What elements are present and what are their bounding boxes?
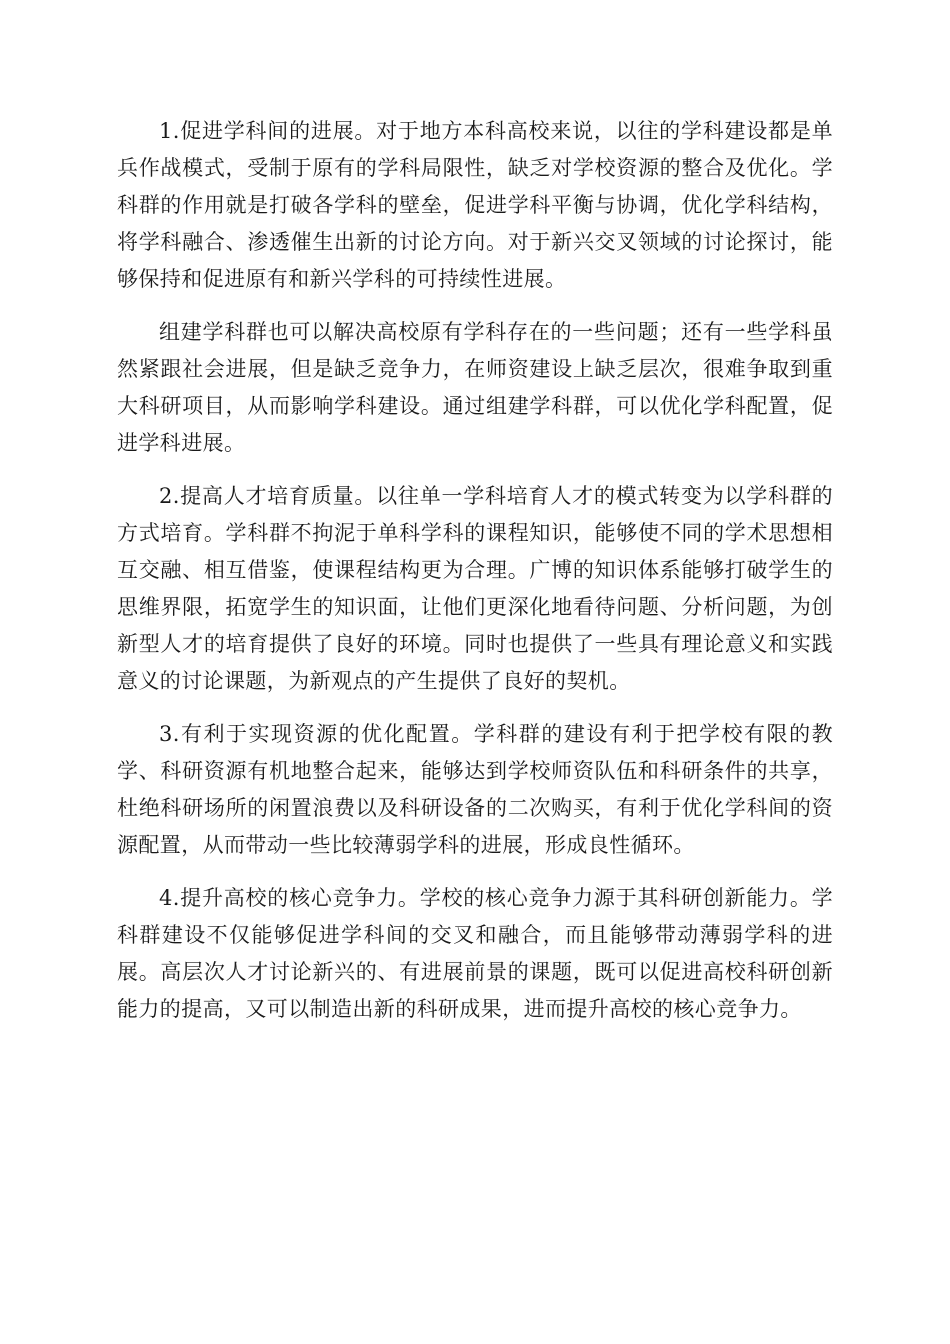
paragraph-4: 3.有利于实现资源的优化配置。学科群的建设有利于把学校有限的教学、科研资源有机地整合起来，能够达到学校师资队伍和科研条件的共享，杜绝科研场所的闲置浪费以及科研设备的二次购买，有利于优化学科间的资源配置，从而带动一些比较薄弱学科的进展，形成良性循环。 xyxy=(117,722,833,857)
paragraph-5: 4.提升高校的核心竞争力。学校的核心竞争力源于其科研创新能力。学科群建设不仅能够促进学科间的交叉和融合，而且能够带动薄弱学科的进展。高层次人才讨论新兴的、有进展前景的课题，既可以促进高校科研创新能力的提高，又可以制造出新的科研成果，进而提升高校的核心竞争力。 xyxy=(117,886,833,1021)
paragraph-3: 2.提高人才培育质量。以往单一学科培育人才的模式转变为以学科群的方式培育。学科群不拘泥于单科学科的课程知识，能够使不同的学术思想相互交融、相互借鉴，使课程结构更为合理。广博的知识体系能够打破学生的思维界限，拓宽学生的知识面，让他们更深化地看待问题、分析问题，为创新型人才的培育提供了良好的环境。同时也提供了一些具有理论意义和实践意义的讨论课题，为新观点的产生提供了良好的契机。 xyxy=(117,484,833,693)
document-body xyxy=(117,113,833,1044)
paragraph-2: 组建学科群也可以解决高校原有学科存在的一些问题；还有一些学科虽然紧跟社会进展，但是缺乏竞争力，在师资建设上缺乏层次，很难争取到重大科研项目，从而影响学科建设。通过组建学科群，可以优化学科配置，促进学科进展。 xyxy=(117,320,833,455)
paragraph-1: 1.促进学科间的进展。对于地方本科高校来说，以往的学科建设都是单兵作战模式，受制于原有的学科局限性，缺乏对学校资源的整合及优化。学科群的作用就是打破各学科的壁垒，促进学科平衡与协调，优化学科结构，将学科融合、渗透催生出新的讨论方向。对于新兴交叉领域的讨论探讨，能够保持和促进原有和新兴学科的可持续性进展。 xyxy=(117,119,833,291)
